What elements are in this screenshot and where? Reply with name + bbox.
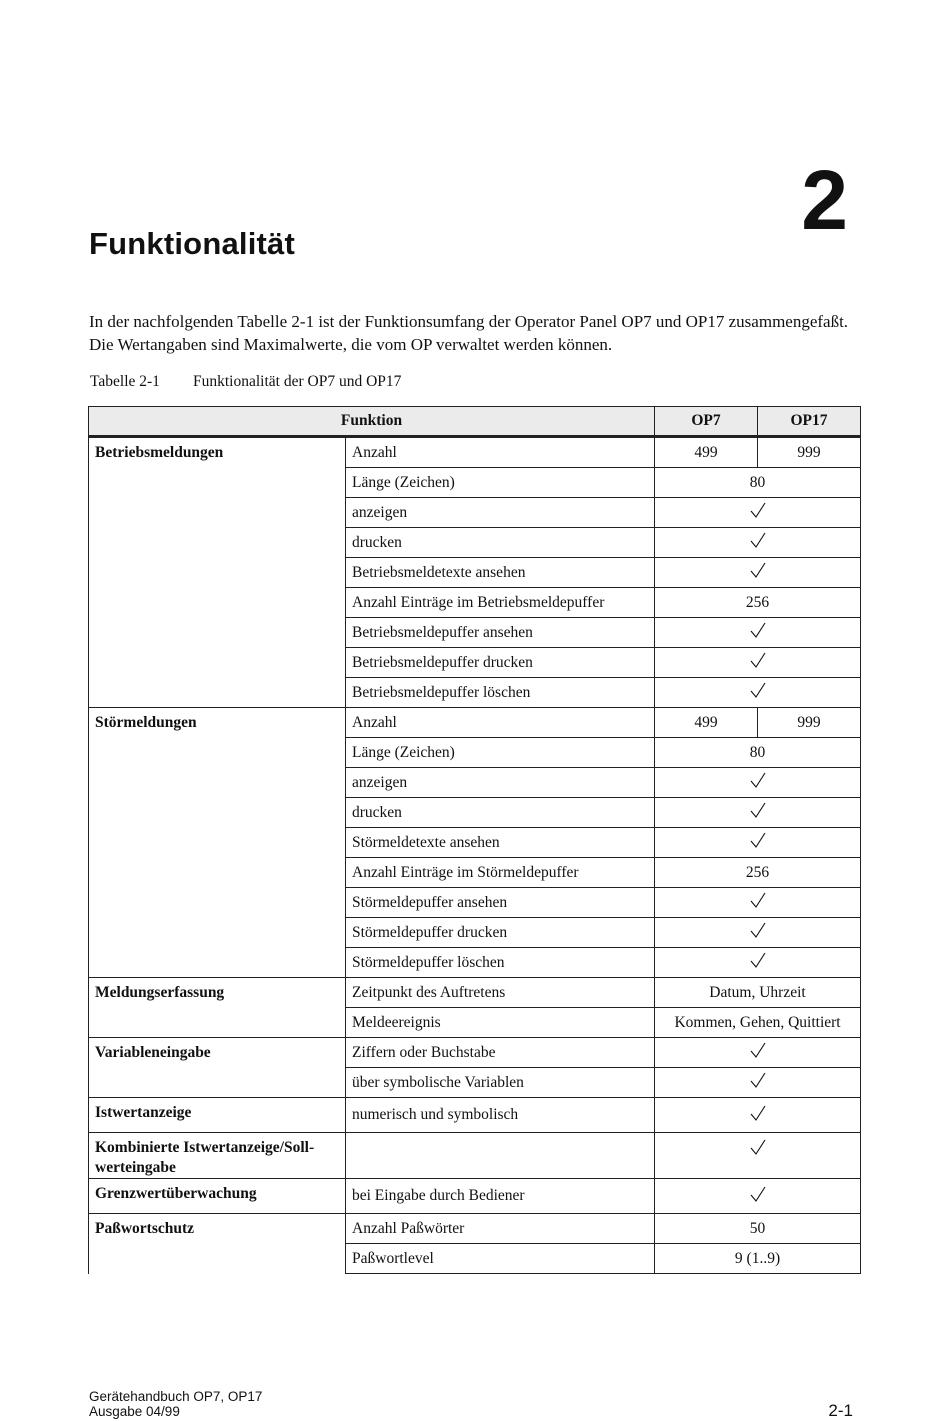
shared-value-cell: 80	[655, 468, 861, 498]
feature-cell: anzeigen	[346, 498, 655, 528]
feature-cell: bei Eingabe durch Bediener	[346, 1179, 655, 1214]
feature-cell: Ziffern oder Buchstabe	[346, 1038, 655, 1068]
feature-cell: Paßwortlevel	[346, 1244, 655, 1274]
category-cell: Istwertanzeige	[89, 1098, 346, 1133]
checkmark-cell	[655, 618, 861, 648]
intro-paragraph: In der nachfolgenden Tabelle 2-1 ist der Funktionsumfang der Operator Panel OP7 und OP17 zusammengefaßt. Die Wertangaben sind Maximalwerte, die vom OP verwaltet werden können.	[89, 312, 849, 354]
checkmark-icon	[749, 891, 767, 909]
feature-cell: Betriebsmeldepuffer ansehen	[346, 618, 655, 648]
checkmark-icon	[749, 1185, 767, 1203]
category-cell: Paßwortschutz	[89, 1214, 346, 1274]
checkmark-icon	[749, 531, 767, 549]
feature-cell: Betriebsmeldepuffer löschen	[346, 678, 655, 708]
checkmark-cell	[655, 498, 861, 528]
checkmark-icon	[749, 771, 767, 789]
feature-cell: Betriebsmeldepuffer drucken	[346, 648, 655, 678]
checkmark-cell	[655, 1068, 861, 1098]
category-cell: Variableneingabe	[89, 1038, 346, 1098]
functionality-table	[88, 406, 861, 1274]
checkmark-icon	[749, 831, 767, 849]
op7-value-cell: 499	[655, 708, 758, 738]
checkmark-icon	[749, 1104, 767, 1122]
checkmark-icon	[749, 561, 767, 579]
feature-cell: Störmeldetexte ansehen	[346, 828, 655, 858]
feature-cell: Störmeldepuffer drucken	[346, 918, 655, 948]
checkmark-icon	[749, 681, 767, 699]
feature-cell: Störmeldepuffer ansehen	[346, 888, 655, 918]
feature-cell: Anzahl Paßwörter	[346, 1214, 655, 1244]
chapter-title: Funktionalität	[89, 225, 296, 261]
table-header-row	[89, 407, 861, 437]
op17-value-cell: 999	[758, 437, 861, 468]
feature-cell	[346, 1133, 655, 1179]
feature-cell: Anzahl	[346, 437, 655, 468]
page-number: 2-1	[828, 1401, 853, 1420]
header-funktion: Funktion	[89, 407, 655, 437]
header-op17: OP17	[758, 407, 861, 437]
checkmark-cell	[655, 528, 861, 558]
feature-cell: Störmeldepuffer löschen	[346, 948, 655, 978]
chapter-number: 2	[801, 153, 848, 247]
table-row	[89, 978, 861, 1008]
checkmark-cell	[655, 558, 861, 588]
checkmark-cell	[655, 1179, 861, 1214]
table-row	[89, 1098, 861, 1133]
shared-value-cell: Datum, Uhrzeit	[655, 978, 861, 1008]
checkmark-cell	[655, 678, 861, 708]
feature-cell: Anzahl Einträge im Betriebsmeldepuffer	[346, 588, 655, 618]
op17-value-cell: 999	[758, 708, 861, 738]
shared-value-cell: 256	[655, 588, 861, 618]
checkmark-cell	[655, 948, 861, 978]
checkmark-cell	[655, 798, 861, 828]
feature-cell: drucken	[346, 528, 655, 558]
shared-value-cell: 50	[655, 1214, 861, 1244]
footer-manual-title: Gerätehandbuch OP7, OP17	[89, 1389, 263, 1404]
category-cell: Kombinierte Istwertanzeige/Soll-werteingabe	[89, 1133, 346, 1179]
feature-cell: numerisch und symbolisch	[346, 1098, 655, 1133]
checkmark-cell	[655, 768, 861, 798]
category-cell: Störmeldungen	[89, 708, 346, 978]
table-row	[89, 437, 861, 468]
feature-cell: Anzahl Einträge im Störmeldepuffer	[346, 858, 655, 888]
feature-cell: drucken	[346, 798, 655, 828]
table-caption-number: Tabelle 2-1	[90, 373, 160, 390]
shared-value-cell: 256	[655, 858, 861, 888]
footer-edition: Ausgabe 04/99	[89, 1404, 180, 1419]
footer-info	[89, 1389, 262, 1419]
checkmark-cell	[655, 1098, 861, 1133]
table-caption-text: Funktionalität der OP7 und OP17	[193, 373, 402, 390]
checkmark-icon	[749, 651, 767, 669]
checkmark-icon	[749, 801, 767, 819]
category-cell: Meldungserfassung	[89, 978, 346, 1038]
feature-cell: Anzahl	[346, 708, 655, 738]
shared-value-cell: 9 (1..9)	[655, 1244, 861, 1274]
feature-cell: anzeigen	[346, 768, 655, 798]
header-op7: OP7	[655, 407, 758, 437]
checkmark-cell	[655, 648, 861, 678]
shared-value-cell: 80	[655, 738, 861, 768]
checkmark-icon	[749, 921, 767, 939]
checkmark-cell	[655, 1133, 861, 1179]
shared-value-cell: Kommen, Gehen, Quittiert	[655, 1008, 861, 1038]
feature-cell: Länge (Zeichen)	[346, 468, 655, 498]
checkmark-cell	[655, 828, 861, 858]
feature-cell: Betriebsmeldetexte ansehen	[346, 558, 655, 588]
checkmark-icon	[749, 621, 767, 639]
checkmark-cell	[655, 1038, 861, 1068]
table-row	[89, 1133, 861, 1179]
checkmark-icon	[749, 501, 767, 519]
feature-cell: Zeitpunkt des Auftretens	[346, 978, 655, 1008]
checkmark-cell	[655, 918, 861, 948]
table-row	[89, 708, 861, 738]
op7-value-cell: 499	[655, 437, 758, 468]
feature-cell: Länge (Zeichen)	[346, 738, 655, 768]
checkmark-cell	[655, 888, 861, 918]
category-cell: Grenzwertüberwachung	[89, 1179, 346, 1214]
checkmark-icon	[749, 1041, 767, 1059]
feature-cell: Meldeereignis	[346, 1008, 655, 1038]
table-row	[89, 1214, 861, 1244]
category-cell: Betriebsmeldungen	[89, 437, 346, 708]
checkmark-icon	[749, 1071, 767, 1089]
table-row	[89, 1179, 861, 1214]
table-row	[89, 1038, 861, 1068]
checkmark-icon	[749, 1138, 767, 1156]
feature-cell: über symbolische Variablen	[346, 1068, 655, 1098]
table-caption	[90, 373, 401, 391]
table-body	[89, 437, 861, 1274]
checkmark-icon	[749, 951, 767, 969]
